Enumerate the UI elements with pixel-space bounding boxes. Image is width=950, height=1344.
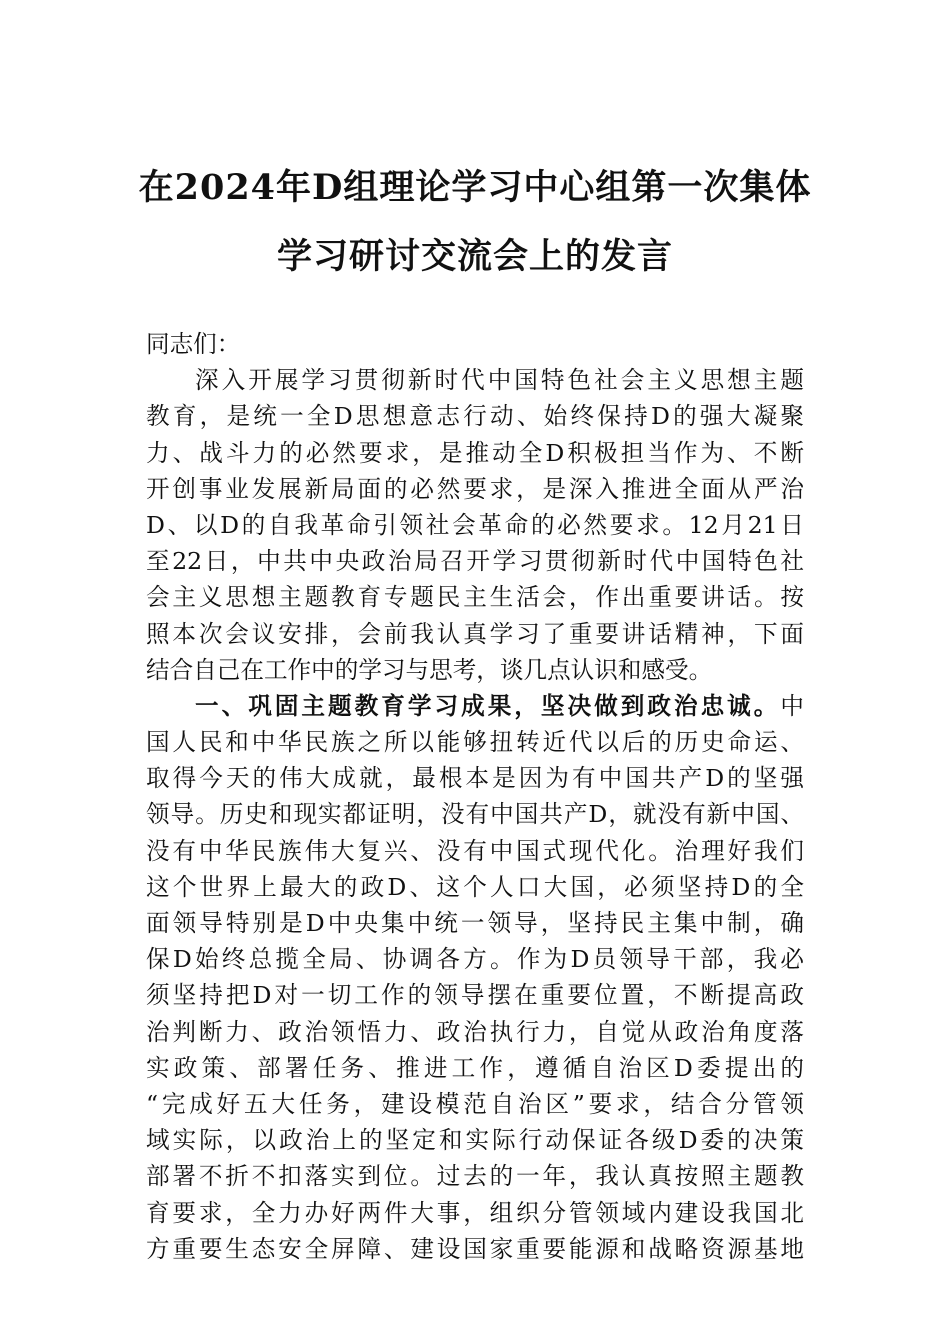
section-1-first-line	[146, 688, 804, 724]
paragraph-1-line: 深入开展学习贯彻新时代中国特色社会主义思想主题	[195, 366, 804, 395]
section-1-line: 方重要生态安全屏障、建设国家重要能源和战略资源基地	[146, 1234, 804, 1263]
section-1-line: “完成好五大任务，建设模范自治区”要求，结合分管领	[146, 1089, 804, 1118]
section-1-first-line-tail: 中	[780, 691, 804, 720]
section-1-line: 国人民和中华民族之所以能够扭转近代以后的历史命运、	[146, 728, 804, 757]
paragraph-1-line: 至22日，中共中央政治局召开学习贯彻新时代中国特色社	[146, 547, 804, 576]
section-1-line: 实政策、部署任务、推进工作，遵循自治区D委提出的	[146, 1053, 804, 1082]
section-1-line: 面领导特别是D中央集中统一领导，坚持民主集中制，确	[146, 909, 804, 937]
paragraph-1-line: 教育，是统一全D思想意志行动、始终保持D的强大凝聚	[146, 402, 804, 431]
document-title-line-1: 在2024年D组理论学习中心组第一次集体	[138, 167, 812, 208]
paragraph-1-line: 力、战斗力的必然要求，是推动全D积极担当作为、不断	[146, 438, 804, 467]
section-1-line: 这个世界上最大的政D、这个人口大国，必须坚持D的全	[146, 872, 804, 901]
section-1-line: 保D始终总揽全局、协调各方。作为D员领导干部，我必	[146, 945, 804, 974]
paragraph-1-line: 会主义思想主题教育专题民主生活会，作出重要讲话。按	[146, 583, 804, 612]
paragraph-1-line: 结合自己在工作中的学习与思考，谈几点认识和感受。	[146, 655, 713, 684]
section-1-line: 治判断力、政治领悟力、政治执行力，自觉从政治角度落	[146, 1017, 804, 1046]
section-1-line: 域实际，以政治上的坚定和实际行动保证各级D委的决策	[146, 1126, 804, 1155]
section-1-line: 取得今天的伟大成就，最根本是因为有中国共产D的坚强	[146, 764, 804, 793]
paragraph-1-line: 开创事业发展新局面的必然要求，是深入推进全面从严治	[146, 474, 804, 503]
paragraph-1-line: 照本次会议安排，会前我认真学习了重要讲话精神，下面	[146, 619, 804, 648]
paragraph-1-line: D、以D的自我革命引领社会革命的必然要求。12月21日	[146, 510, 804, 539]
section-1-line: 领导。历史和现实都证明，没有中国共产D，就没有新中国、	[146, 800, 804, 829]
section-1-line: 没有中华民族伟大复兴、没有中国式现代化。治理好我们	[146, 836, 804, 865]
salutation: 同志们：	[146, 330, 241, 358]
section-1-line: 育要求，全力办好两件大事，组织分管领域内建设我国北	[146, 1198, 804, 1227]
section-1-line: 须坚持把D对一切工作的领导摆在重要位置，不断提高政	[146, 981, 804, 1010]
section-1-heading: 一、巩固主题教育学习成果，坚决做到政治忠诚。	[195, 691, 781, 720]
section-1-line: 部署不折不扣落实到位。过去的一年，我认真按照主题教	[146, 1162, 804, 1191]
document-title-line-2: 学习研讨交流会上的发言	[276, 236, 673, 277]
document-body	[146, 326, 804, 1267]
